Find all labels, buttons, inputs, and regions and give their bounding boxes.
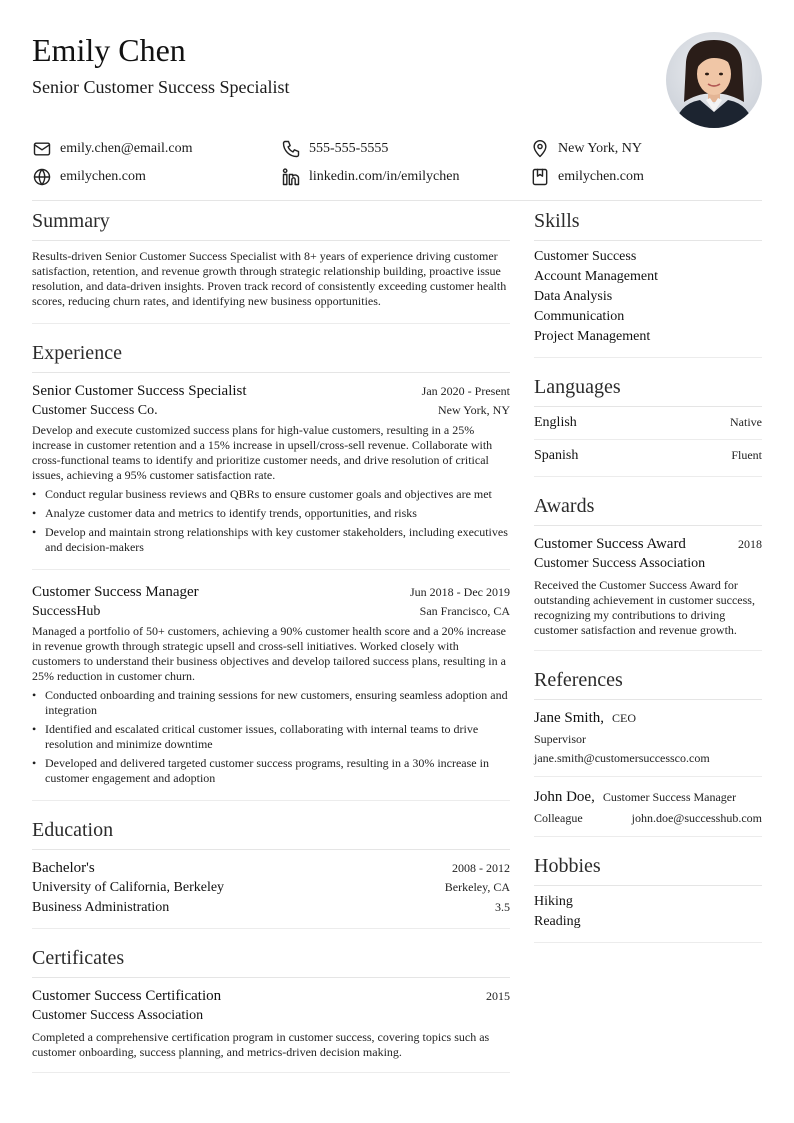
- linkedin-icon: [281, 167, 301, 187]
- skill-item: Communication: [534, 309, 625, 324]
- job-bullet: • Developed and delivered targeted customer success programs, resulting in a 30% increase in customer engagement and adoption: [32, 756, 510, 786]
- hobby-item: Reading: [534, 914, 581, 929]
- education-dates: 2008 - 2012: [452, 861, 510, 875]
- profile-photo-image: [666, 32, 762, 128]
- contact-portfolio[interactable]: [530, 167, 644, 187]
- job-title: Customer Success Manager: [32, 584, 199, 600]
- phone-icon: [281, 139, 301, 159]
- skills-section: [534, 208, 762, 358]
- job-company: SuccessHub: [32, 604, 101, 619]
- job-location: San Francisco, CA: [419, 604, 510, 618]
- job-description: Develop and execute customized success plans for high-value customers, resulting in a 25% increase in customer retention and a 15% increase in upsell/cross-sell revenue. Collaborate with cross-functional teams to identify and prioritize customer needs, and drive resolution of critical issues, achieving a 95% customer satisfaction rate.: [32, 423, 493, 482]
- certificate-year: 2015: [486, 989, 510, 1003]
- globe-icon: [32, 167, 52, 187]
- education-section: [32, 801, 510, 929]
- contact-location-text: New York, NY: [558, 141, 643, 156]
- bookmark-icon: [530, 167, 550, 187]
- contact-row: [32, 163, 762, 191]
- education-gpa: 3.5: [495, 900, 510, 914]
- location-pin-icon: [530, 139, 550, 159]
- contact-linkedin-text: linkedin.com/in/emilychen: [309, 169, 460, 184]
- contact-website[interactable]: [32, 167, 281, 187]
- contact-list: [32, 135, 762, 191]
- language-level: Native: [730, 415, 762, 429]
- awards-section: [534, 477, 762, 651]
- job-bullet: • Analyze customer data and metrics to identify trends, opportunities, and risks: [32, 506, 510, 521]
- education-degree: Bachelor's: [32, 860, 95, 876]
- award-description: Received the Customer Success Award for outstanding achievement in customer success, recognizing my contributions to driving customer satisfaction and revenue growth.: [534, 578, 755, 637]
- summary-section: [32, 208, 510, 324]
- job-bullets: [32, 487, 510, 555]
- contact-phone[interactable]: [281, 139, 530, 159]
- summary-heading: Summary: [32, 208, 510, 241]
- job-entry: [32, 582, 510, 786]
- resume-header: [32, 30, 632, 98]
- contact-phone-text: 555-555-5555: [309, 141, 389, 156]
- languages-heading: Languages: [534, 374, 762, 407]
- job-bullet: • Identified and escalated critical customer issues, collaborating with internal teams to drive resolution and minimize downtime: [32, 722, 510, 752]
- job-bullet: • Conducted onboarding and training sessions for new customers, ensuring seamless adoption and integration: [32, 688, 510, 718]
- job-bullets: [32, 688, 510, 786]
- skill-item: Data Analysis: [534, 289, 613, 304]
- education-entry: [32, 858, 510, 918]
- reference-entry: [534, 700, 762, 777]
- contact-email[interactable]: [32, 139, 281, 159]
- job-bullet: • Develop and maintain strong relationships with key customer stakeholders, including executives and decision-makers: [32, 525, 510, 555]
- education-school: University of California, Berkeley: [32, 880, 225, 895]
- language-name: English: [534, 415, 577, 430]
- reference-relation: Supervisor: [534, 732, 586, 746]
- summary-text: Results-driven Senior Customer Success Specialist with 8+ years of experience driving customer satisfaction, retention, and revenue growth through strategic relationship building, proactive issue resolution, and data-driven insights. Proven track record of consistently exceeding customer health scores, reducing churn rates, and identifying new business opportunities.: [32, 249, 507, 308]
- candidate-title: Senior Customer Success Specialist: [32, 77, 290, 97]
- reference-position: CEO: [612, 711, 636, 725]
- education-heading: Education: [32, 817, 510, 850]
- education-location: Berkeley, CA: [444, 880, 510, 894]
- contact-location: [530, 139, 642, 159]
- award-name: Customer Success Award: [534, 536, 686, 552]
- certificates-section: [32, 929, 510, 1073]
- language-item: [534, 440, 762, 476]
- reference-email[interactable]: jane.smith@customersuccessco.com: [534, 751, 710, 765]
- skill-item: Account Management: [534, 269, 659, 284]
- hobbies-section: [534, 837, 762, 943]
- header-divider: [32, 200, 762, 201]
- certificate-issuer: Customer Success Association: [32, 1008, 204, 1023]
- job-dates: Jan 2020 - Present: [421, 384, 510, 398]
- contact-email-text: emily.chen@email.com: [60, 141, 193, 156]
- certificate-entry: [32, 986, 510, 1060]
- reference-email[interactable]: john.doe@successhub.com: [631, 811, 762, 825]
- language-level: Fluent: [731, 448, 762, 462]
- side-column: [534, 208, 762, 943]
- contact-portfolio-text: emilychen.com: [558, 169, 644, 184]
- hobby-item: Hiking: [534, 894, 573, 909]
- job-location: New York, NY: [437, 403, 510, 417]
- reference-name: John Doe,: [534, 789, 595, 805]
- job-dates: Jun 2018 - Dec 2019: [410, 585, 510, 599]
- skills-heading: Skills: [534, 208, 762, 241]
- reference-name: Jane Smith,: [534, 710, 604, 726]
- skill-item: Customer Success: [534, 249, 637, 264]
- language-name: Spanish: [534, 448, 579, 463]
- hobbies-heading: Hobbies: [534, 853, 762, 886]
- contact-website-text: emilychen.com: [60, 169, 146, 184]
- job-bullet: • Conduct regular business reviews and QBRs to ensure customer goals and objectives are met: [32, 487, 510, 502]
- reference-position: Customer Success Manager: [602, 790, 737, 804]
- contact-row: [32, 135, 762, 163]
- award-year: 2018: [738, 537, 762, 551]
- hobbies-list: [534, 892, 762, 932]
- awards-heading: Awards: [534, 493, 762, 526]
- education-field: Business Administration: [32, 900, 170, 915]
- experience-heading: Experience: [32, 340, 510, 373]
- references-heading: References: [534, 667, 762, 700]
- job-description: Managed a portfolio of 50+ customers, achieving a 90% customer health score and a 20% increase in revenue growth through strategic upsell and cross-sell initiatives. Worked closely with customers to understand their business objectives and develop tailored success plans, resulting in a 25% reduction in customer churn.: [32, 624, 506, 683]
- languages-section: [534, 358, 762, 477]
- references-section: [534, 651, 762, 837]
- candidate-name: Emily Chen: [32, 32, 186, 68]
- reference-relation: Colleague: [534, 811, 583, 825]
- reference-entry: [534, 777, 762, 836]
- contact-linkedin[interactable]: [281, 167, 530, 187]
- job-title: Senior Customer Success Specialist: [32, 383, 247, 399]
- profile-photo: [666, 32, 762, 128]
- certificate-description: Completed a comprehensive certification program in customer success, covering topics such as customer onboarding, success planning, and metrics-driven decision making.: [32, 1030, 490, 1059]
- award-entry: [534, 534, 762, 638]
- job-company: Customer Success Co.: [32, 403, 158, 418]
- certificates-heading: Certificates: [32, 945, 510, 978]
- job-divider: [32, 569, 510, 570]
- experience-section: [32, 324, 510, 801]
- skill-item: Project Management: [534, 329, 651, 344]
- main-column: [32, 208, 510, 1073]
- mail-icon: [32, 139, 52, 159]
- language-item: [534, 407, 762, 440]
- skills-list: [534, 247, 762, 347]
- job-entry: [32, 381, 510, 555]
- certificate-name: Customer Success Certification: [32, 988, 222, 1004]
- award-issuer: Customer Success Association: [534, 556, 706, 571]
